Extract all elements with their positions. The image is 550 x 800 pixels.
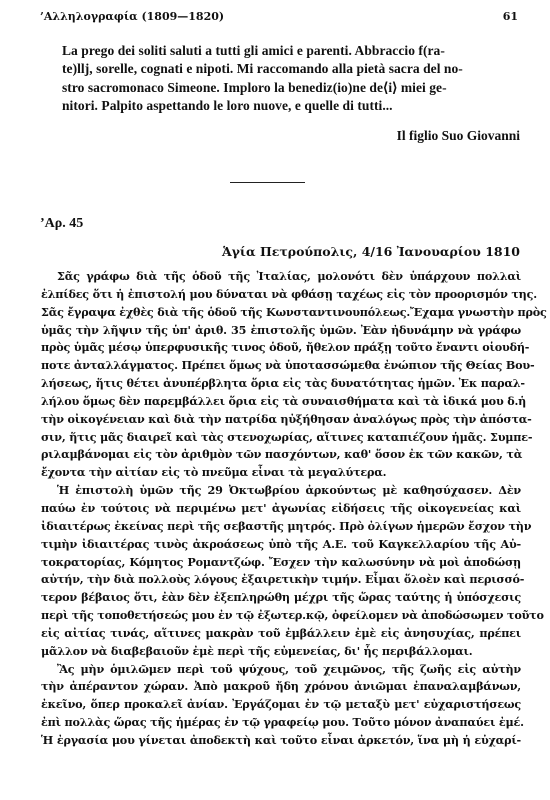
- text-line: περὶ τῆς τοποθετήσεώς μου ἐν τῷ ἐξωτερ.κῷ, ὀφείλομεν νὰ ἀποδώσωμεν τοῦτο: [41, 608, 544, 623]
- text-line: τιμὴν ἰδιαιτέρας τινὸς ἀκροάσεως ὑπὸ τῆς Α.Ε. τοῦ Καγκελλαρίου τῆς Αὐ-: [41, 536, 521, 551]
- text-line: nitori. Palpito aspettando le loro nuove, e quelle di tutti...: [62, 97, 393, 113]
- page-number: 61: [502, 10, 518, 23]
- running-header-title: ’Αλληλογραφία (1809—1820): [40, 10, 225, 23]
- text-line: σιν, ἥτις μᾶς διαιρεῖ καὶ τὰς στενοχωρίας, αἵτινες καταπιέζουν ἡμᾶς. Συμπε-: [41, 429, 533, 444]
- text-line: λήσεως, ἥτις θέτει ἀνυπέρβλητα ὅρια εἰς τὰς δυνατότητας ἡμῶν. Ἐκ παραλ-: [41, 376, 525, 391]
- text-line: εἰς αἰτίας τινάς, αἵτινες μακρὰν τοῦ ἐμβάλλειν ἐμὲ εἰς ἀνησυχίας, πρέπει: [41, 625, 521, 640]
- text-line: ποτε ἀνταλλάγματος. Πρέπει ὅμως νὰ ὑποτασσώμεθα ἐνώπιον τῆς Θείας Βου-: [41, 358, 535, 373]
- text-line: ἔχοντα τὴν αἰτίαν εἰς τὸ πνεῦμα εἶναι τὰ μεγαλύτερα.: [41, 465, 387, 480]
- text-line: Ἡ ἐργασία μου γίνεται ἀποδεκτὴ καὶ τοῦτο εἶναι ἀρκετόν, ἵνα μὴ ἡ εὐχαρί-: [41, 732, 521, 747]
- text-line: τὴν ἀπέραντον χώραν. Ἀπὸ μακροῦ ἤδη χρόνου ἀνιῶμαι ἐπαναλαμβάνων,: [41, 679, 521, 694]
- text-line: παύω ἐν τούτοις νὰ περιμένω μετ' ἀγωνίας εἰδήσεις τῆς οἰκογενείας καὶ: [41, 500, 521, 515]
- text-line: ἐπὶ πολλὰς ὥρας τῆς ἡμέρας ἐν τῷ γραφείῳ μου. Τοῦτο μόνον ἀναπαύει ἐμέ.: [41, 715, 524, 730]
- text-line: τὴν οἰκογένειαν καὶ διὰ τὴν πατρίδα ηὐξήθησαν ἀναλόγως πρὸς τὴν ἀπόστα-: [41, 411, 532, 426]
- greek-letter-body: [41, 268, 547, 750]
- text-line: τοκρατορίας, Κόμητος Ρομαντζώφ. Ἔσχεν τὴν καλωσύνην νὰ μοὶ ἀποδώσῃ: [41, 554, 521, 569]
- text-line: ὑμᾶς τὴν λῆψιν τῆς ὑπ' ἀριθ. 35 ἐπιστολῆς ὑμῶν. Ἐὰν ἠδυνάμην νὰ γράφω: [41, 322, 521, 337]
- running-header: [40, 10, 518, 23]
- place-and-date: Ἁγία Πετρούπολις, 4/16 Ἰανουαρίου 1810: [221, 244, 520, 259]
- text-line: La prego dei soliti saluti a tutti gli amici e parenti. Abbraccio f(ra-: [62, 43, 445, 58]
- signature: Il figlio Suo Giovanni: [396, 128, 520, 143]
- text-line: stro sacromonaco Simeone. Imploro la benediz(io)ne de⟨i⟩ miei ge-: [62, 79, 447, 95]
- text-line: Ἡ ἐπιστολὴ ὑμῶν τῆς 29 Ὀκτωβρίου ἀρκούντως μὲ καθησύχασεν. Δὲν: [57, 483, 521, 498]
- text-line: ἐκεῖνο, ὅπερ προκαλεῖ ἀνίαν. Ἐργάζομαι ἐν τῷ μεταξὺ μετ' εὐχαριστήσεως: [41, 697, 521, 712]
- section-divider: [230, 182, 305, 183]
- text-line: λήλου ὅμως δὲν παρεμβάλλει ὅρια εἰς τὰ συναισθήματα καὶ τὰ ἰδικά μου δ.ἡ: [41, 393, 527, 408]
- italian-closing-paragraph: [62, 42, 520, 115]
- text-line: ἰδιαιτέρως ἐκείνας περὶ τῆς σεβαστῆς μητρός. Πρὸ ὀλίγων ἡμερῶν ἔσχον τὴν: [41, 518, 532, 533]
- text-line: ριλαμβάνομαι εἰς τὸν ἀριθμὸν τῶν πασχόντων, καθ' ὅσον ἐκ τῶν κακῶν, τὰ: [41, 447, 523, 462]
- text-line: Ἂς μὴν ὁμιλῶμεν περὶ τοῦ ψύχους, τοῦ χειμῶνος, τῆς ζωῆς εἰς αὐτὴν: [57, 661, 521, 676]
- text-line: μᾶλλον νὰ διαβεβαιοῦν ἐμὲ περὶ τῆς εὐμενείας, δι' ἧς περιβάλλομαι.: [41, 643, 473, 658]
- text-line: Σᾶς ἔγραψα ἐχθὲς διὰ τῆς ὁδοῦ τῆς Κωνσταντινουπόλεως.Ἔχαμα γνωστὴν πρὸς: [41, 304, 547, 319]
- letter-number: ’Αρ. 45: [40, 216, 84, 231]
- text-line: τερον βέβαιος ὅτι, ἐὰν δὲν ἐξεπληρώθη μέχρι τῆς ὥρας ταύτης ἡ ὑπόσχεσις: [41, 590, 521, 605]
- text-line: te)llj, sorelle, cognati e nipoti. Mi raccomando alla pietà sacra del no-: [62, 61, 463, 77]
- text-line: πρὸς ὑμᾶς μέσῳ ὑπερφυσικῆς τινος ὁδοῦ, ἤθελον πράξῃ τοῦτο ἔναντι οἱουδή-: [41, 340, 530, 355]
- text-line: Σᾶς γράφω διὰ τῆς ὁδοῦ τῆς Ἰταλίας, μολονότι δὲν ὑπάρχουν πολλαὶ: [57, 269, 521, 283]
- text-line: αὐτήν, τὴν διὰ πολλοὺς λόγους ἐξαιρετικὴν τιμήν. Εἶμαι ὅλοὲν καὶ περισσό-: [41, 572, 525, 587]
- text-line: ἐλπίδες ὅτι ἡ ἐπιστολή μου δύναται νὰ φθάσῃ ταχέως εἰς τὸν προορισμόν της.: [41, 286, 537, 301]
